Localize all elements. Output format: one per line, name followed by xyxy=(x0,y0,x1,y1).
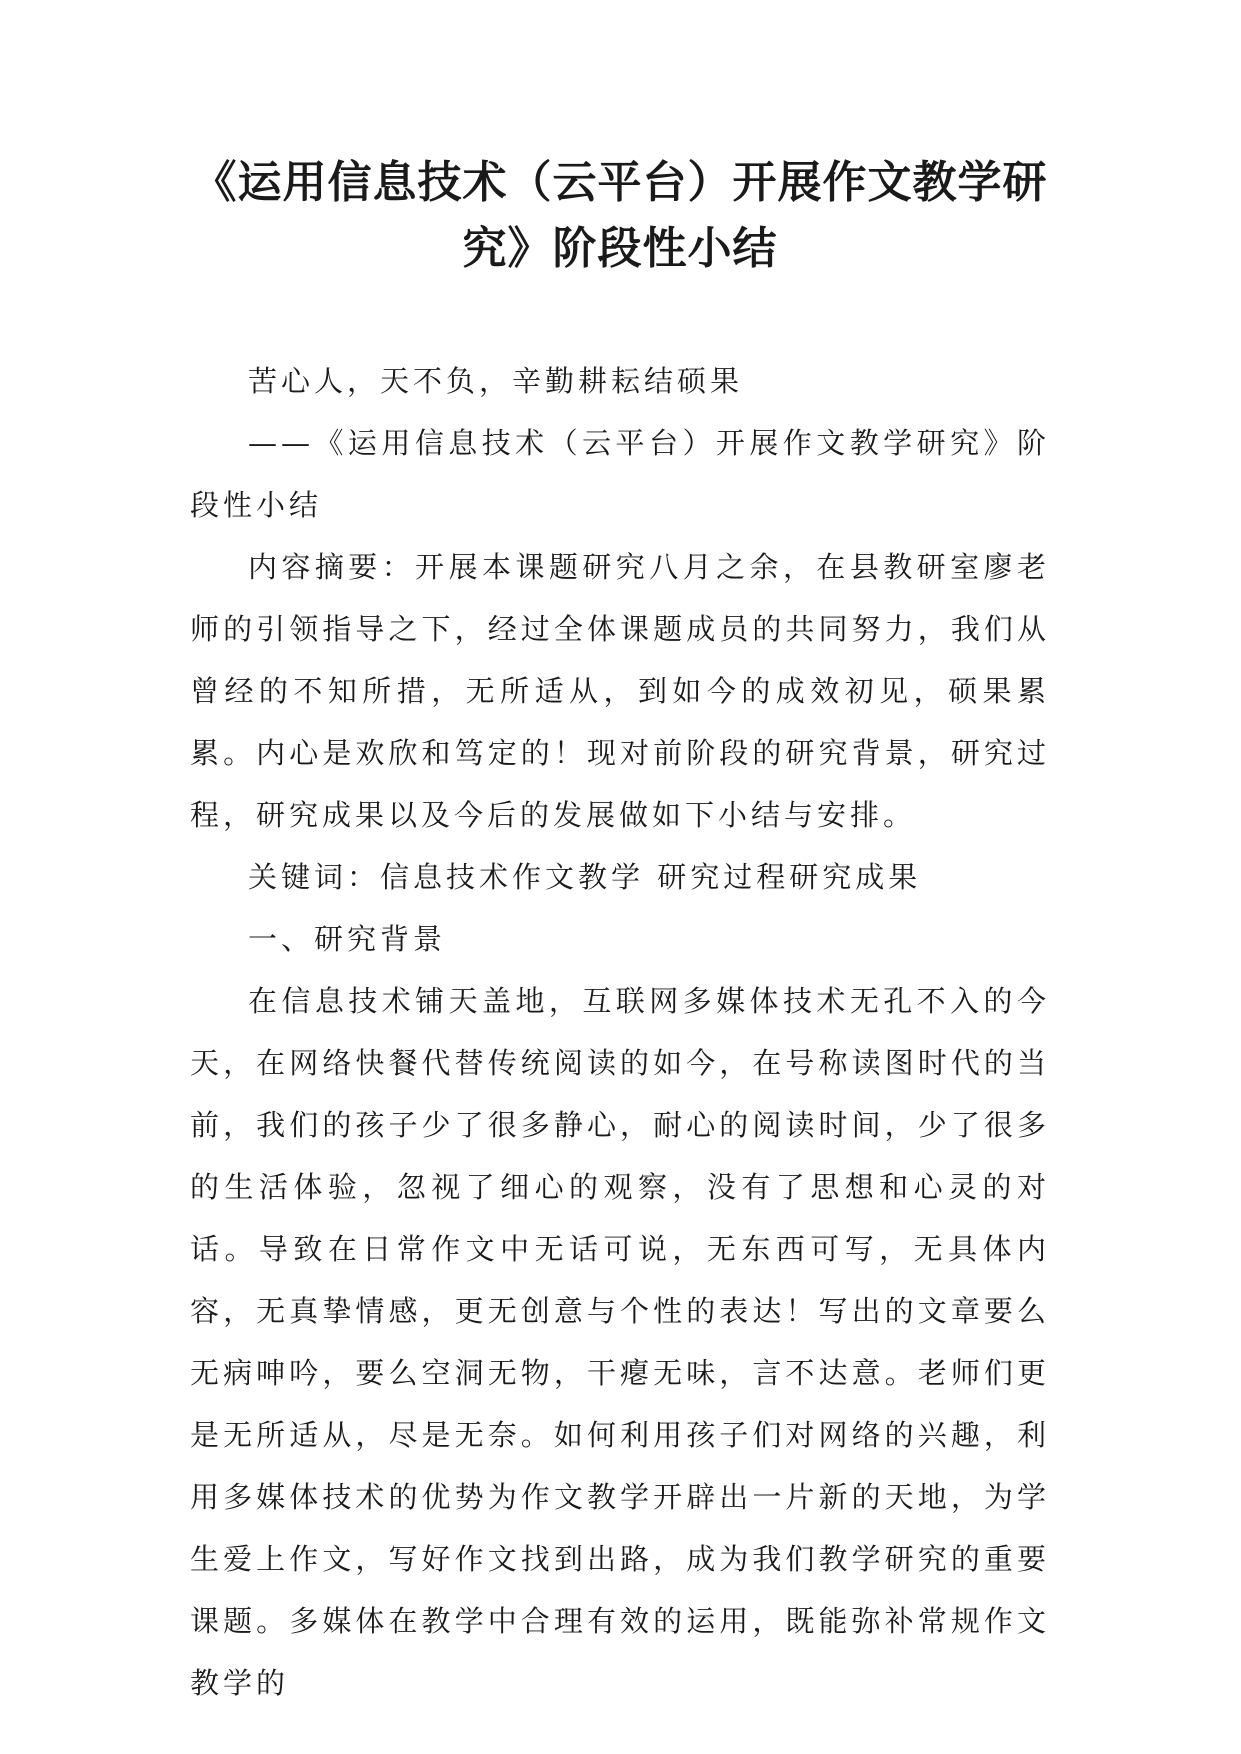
document-body xyxy=(190,350,1050,1714)
section-heading: 一、研究背景 xyxy=(248,922,447,956)
subtitle-paragraph: 苦心人，天不负，辛勤耕耘结硕果 xyxy=(248,364,744,398)
background-paragraph: 在信息技术铺天盖地，互联网多媒体技术无孔不入的今天，在网络快餐代替传统阅读的如今，在号称读图时代的当前，我们的孩子少了很多静心，耐心的阅读时间，少了很多的生活体验，忽视了细心的观察，没有了思想和心灵的对话。导致在日常作文中无话可说，无东西可写，无具体内容，无真挚情感，更无创意与个性的表达！写出的文章要么无病呻吟，要么空洞无物，干瘪无味，言不达意。老师们更是无所适从，尽是无奈。如何利用孩子们对网络的兴趣，利用多媒体技术的优势为作文教学开辟出一片新的天地，为学生爱上作文，写好作文找到出路，成为我们教学研究的重要课题。多媒体在教学中合理有效的运用，既能弥补常规作文教学的 xyxy=(190,984,1050,1700)
document-title xyxy=(170,150,1070,282)
document-title-line-2: 究》阶段性小结 xyxy=(462,223,778,274)
subtitle-dash-paragraph: ——《运用信息技术（云平台）开展作文教学研究》阶段性小结 xyxy=(190,426,1050,522)
abstract-paragraph: 内容摘要：开展本课题研究八月之余，在县教研室廖老师的引领指导之下，经过全体课题成员的共同努力，我们从曾经的不知所措，无所适从，到如今的成效初见，硕果累累。内心是欢欣和笃定的！现对前阶段的研究背景，研究过程，研究成果以及今后的发展做如下小结与安排。 xyxy=(190,550,1050,832)
keywords-paragraph: 关键词：信息技术作文教学 研究过程研究成果 xyxy=(248,860,922,894)
document-title-line-1: 《运用信息技术（云平台）开展作文教学研 xyxy=(192,157,1048,208)
